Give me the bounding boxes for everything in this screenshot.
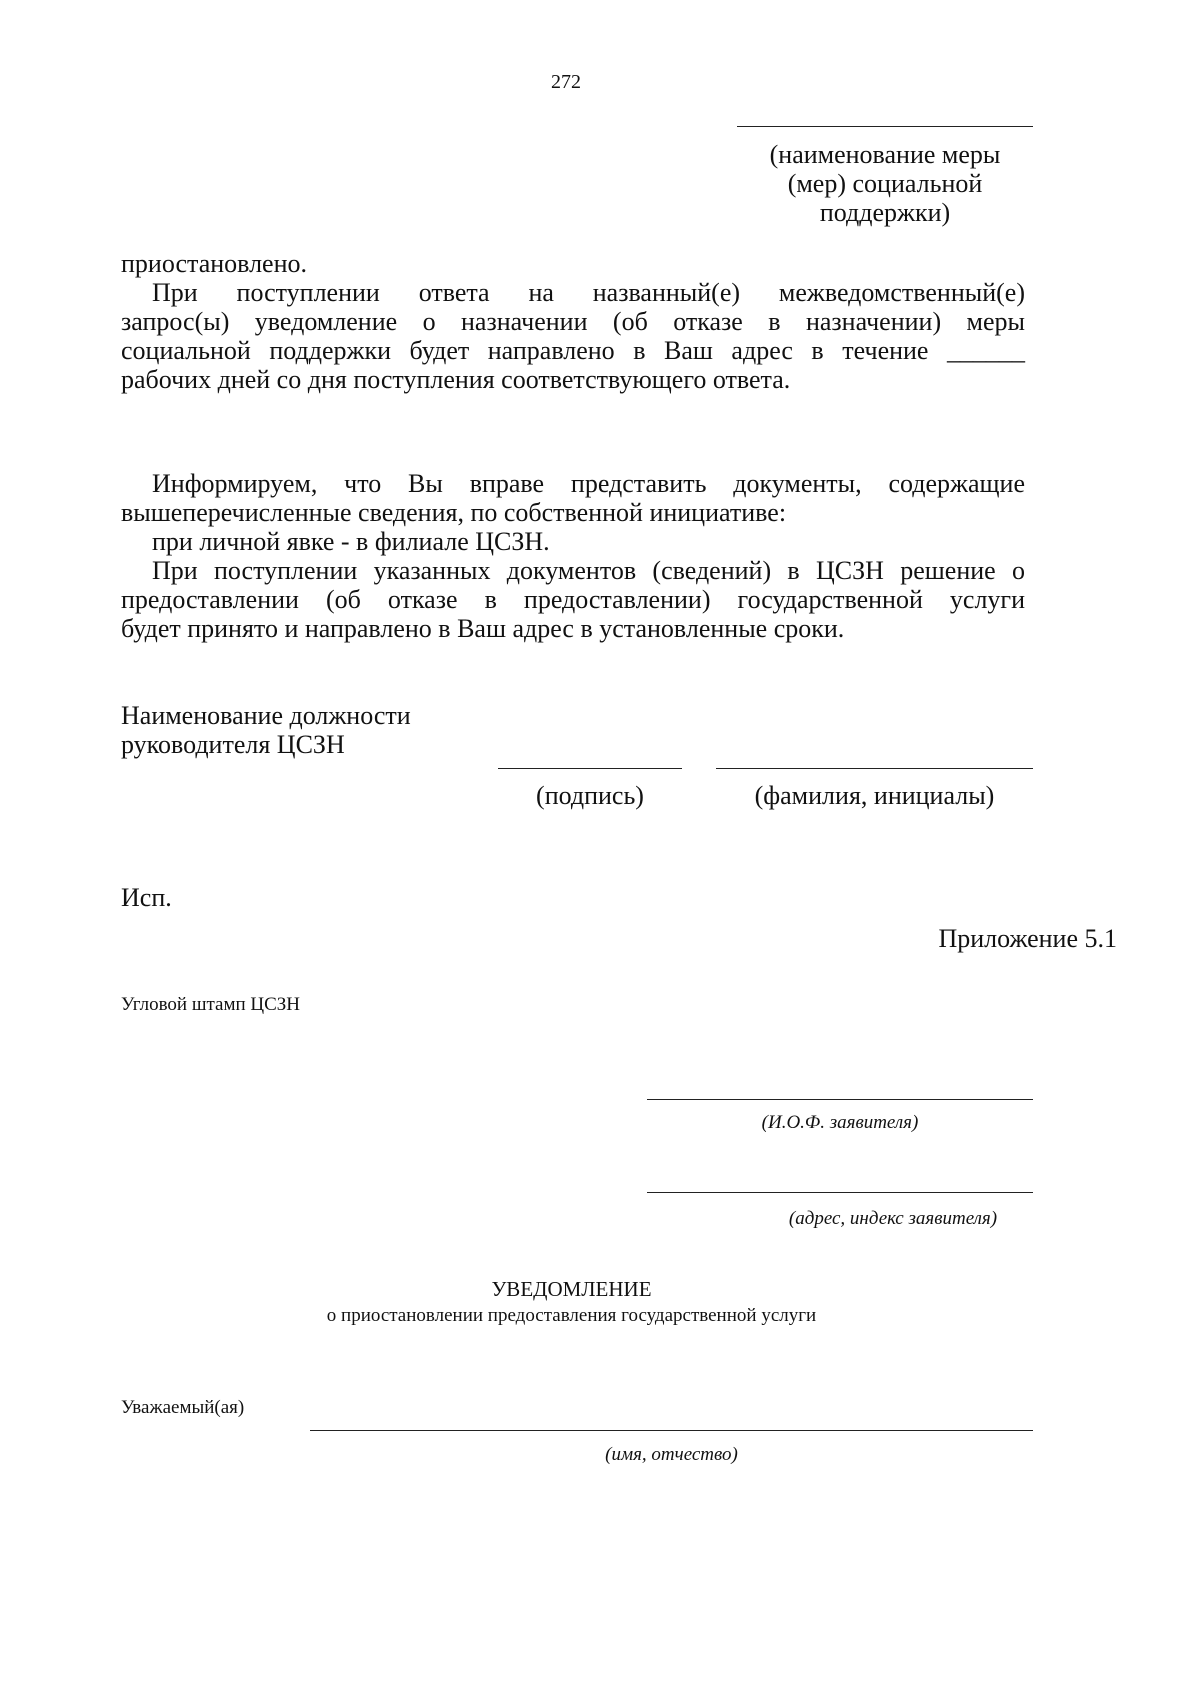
- paragraph-2-line-4: При поступлении указанных документов (сведений) в ЦСЗН решение о: [152, 556, 1025, 585]
- paragraph-2-line-2: вышеперечисленные сведения, по собственной инициативе:: [121, 498, 787, 527]
- surname-caption: (фамилия, инициалы): [754, 781, 995, 810]
- signature-caption: (подпись): [536, 781, 644, 810]
- notice-title: УВЕДОМЛЕНИЕ: [491, 1277, 652, 1301]
- surname-line: [716, 768, 1033, 769]
- paragraph-2-line-3: при личной явке - в филиале ЦСЗН.: [152, 527, 550, 556]
- paragraph-1-line-2: При поступлении ответа на названный(е) межведомственный(е): [152, 278, 1025, 307]
- position-title-line-2: руководителя ЦСЗН: [121, 730, 345, 759]
- corner-stamp-label: Угловой штамп ЦСЗН: [121, 994, 301, 1015]
- signature-line: [498, 768, 682, 769]
- page-number: 272: [551, 71, 581, 93]
- position-title-line-1: Наименование должности: [121, 701, 411, 730]
- paragraph-1-line-1: приостановлено.: [121, 249, 308, 278]
- paragraph-1-line-5: рабочих дней со дня поступления соответствующего ответа.: [121, 365, 791, 394]
- notice-subtitle: о приостановлении предоставления государственной услуги: [326, 1305, 817, 1326]
- paragraph-1-line-3: запрос(ы) уведомление о назначении (об отказе в назначении) меры: [121, 307, 1025, 336]
- applicant-name-line: [647, 1099, 1033, 1100]
- measure-caption-line-2: (мер) социальной: [787, 169, 983, 198]
- measure-caption-line-1: (наименование меры: [769, 140, 1001, 169]
- applicant-address-line: [647, 1192, 1033, 1193]
- paragraph-1-line-4: социальной поддержки будет направлено в Ваш адрес в течение ______: [121, 336, 1025, 365]
- paragraph-2-line-5: предоставлении (об отказе в предоставлении) государственной услуги: [121, 585, 1025, 614]
- appendix-label: Приложение 5.1: [938, 924, 1117, 953]
- measure-name-line: [737, 126, 1033, 127]
- executor-label: Исп.: [121, 883, 172, 912]
- salutation-label: Уважаемый(ая): [121, 1397, 245, 1418]
- paragraph-2-line-6: будет принято и направлено в Ваш адрес в установленные сроки.: [121, 614, 845, 643]
- paragraph-2-line-1: Информируем, что Вы вправе представить документы, содержащие: [152, 469, 1025, 498]
- applicant-name-caption: (И.О.Ф. заявителя): [761, 1112, 919, 1133]
- salutation-caption: (имя, отчество): [605, 1444, 738, 1465]
- measure-caption-line-3: поддержки): [819, 198, 951, 227]
- salutation-name-line: [310, 1430, 1033, 1431]
- measure-caption: [737, 140, 1033, 227]
- applicant-address-caption: (адрес, индекс заявителя): [788, 1208, 998, 1229]
